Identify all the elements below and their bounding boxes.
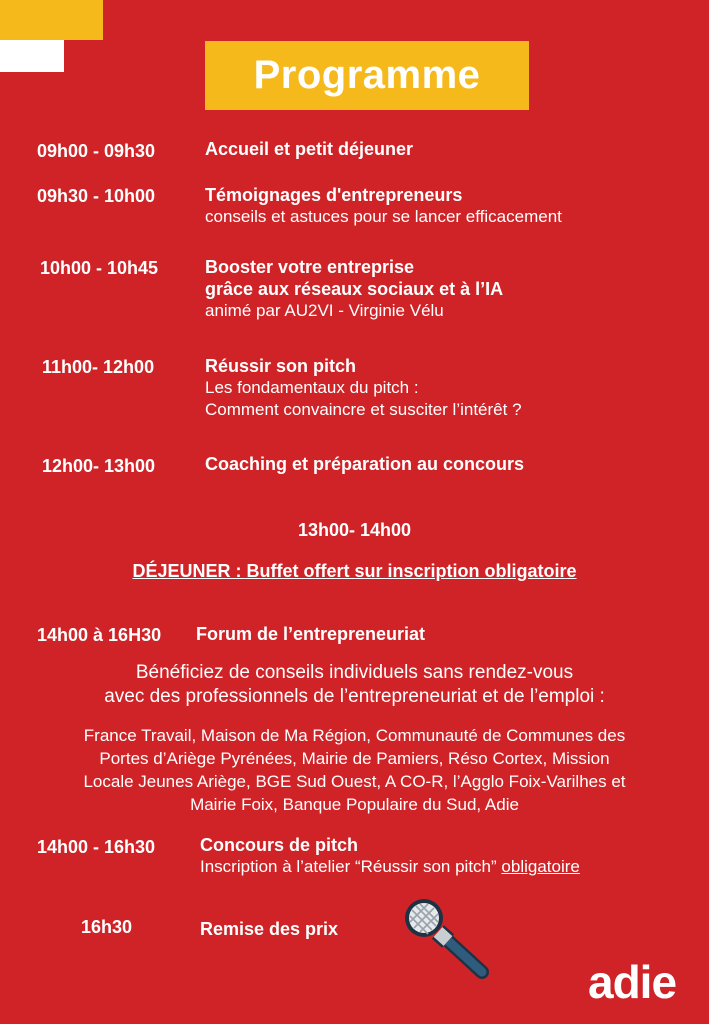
awards-title: Remise des prix [200,919,339,939]
partners-line: Mairie Foix, Banque Populaire du Sud, Adie [190,795,519,814]
contest-detail-link: obligatoire [501,857,580,876]
schedule-detail: conseils et astuces pour se lancer efficacement [205,207,562,226]
schedule-item [205,138,413,160]
adie-logo: adie [588,956,677,1008]
schedule-title: Accueil et petit déjeuner [205,139,414,159]
schedule-time: 11h00- 12h00 [42,357,155,377]
schedule-time: 09h00 - 09h30 [37,141,156,161]
page-title: Programme [253,53,481,97]
corner-decoration-yellow [0,0,103,40]
schedule-title: Booster votre entreprise [205,257,415,277]
schedule-detail: Les fondamentaux du pitch : [205,378,419,397]
awards-time: 16h30 [81,917,133,937]
schedule-time: 09h30 - 10h00 [37,186,156,206]
lunch-text: DÉJEUNER : Buffet offert sur inscription obligatoire [132,561,577,581]
corner-decoration-white [0,40,64,72]
partners-line: Portes d’Ariège Pyrénées, Mairie de Pamiers, Réso Cortex, Mission [99,749,610,768]
schedule-item [205,256,503,322]
schedule-detail: animé par AU2VI - Virginie Vélu [205,301,444,320]
contest-detail [200,856,580,878]
forum-partners [0,724,709,816]
schedule-item [205,355,522,421]
schedule-title: Réussir son pitch [205,356,357,376]
forum-intro [0,661,709,709]
forum-time: 14h00 à 16H30 [37,625,162,645]
partners-line: France Travail, Maison de Ma Région, Communauté de Communes des [83,726,626,745]
schedule-detail: Comment convaincre et susciter l’intérêt ? [205,400,522,419]
contest-title: Concours de pitch [200,835,359,855]
awards-item [200,918,338,940]
forum-intro-line: Bénéficiez de conseils individuels sans rendez-vous [135,662,574,683]
schedule-title: Coaching et préparation au concours [205,454,525,474]
forum-header [196,623,425,645]
forum-title: Forum de l’entrepreneuriat [196,624,426,644]
schedule-time: 10h00 - 10h45 [40,258,159,278]
schedule-title: Témoignages d'entrepreneurs [205,185,463,205]
contest-time: 14h00 - 16h30 [37,837,156,857]
lunch-time: 13h00- 14h00 [297,520,412,540]
schedule-time: 12h00- 13h00 [42,456,156,476]
contest-item [200,834,580,878]
partners-line: Locale Jeunes Ariège, BGE Sud Ouest, A CO-R, l’Agglo Foix-Varilhes et [83,772,626,791]
schedule-item [205,453,524,475]
schedule-item [205,184,562,228]
lunch-info [0,561,709,582]
schedule-title-line2: grâce aux réseaux sociaux et à l’IA [205,279,504,299]
title-banner [205,41,529,110]
forum-intro-line: avec des professionnels de l’entrepreneuriat et de l’emploi : [104,686,605,707]
microphone-icon [400,896,500,986]
contest-detail-text: Inscription à l’atelier “Réussir son pitch” [200,857,502,876]
